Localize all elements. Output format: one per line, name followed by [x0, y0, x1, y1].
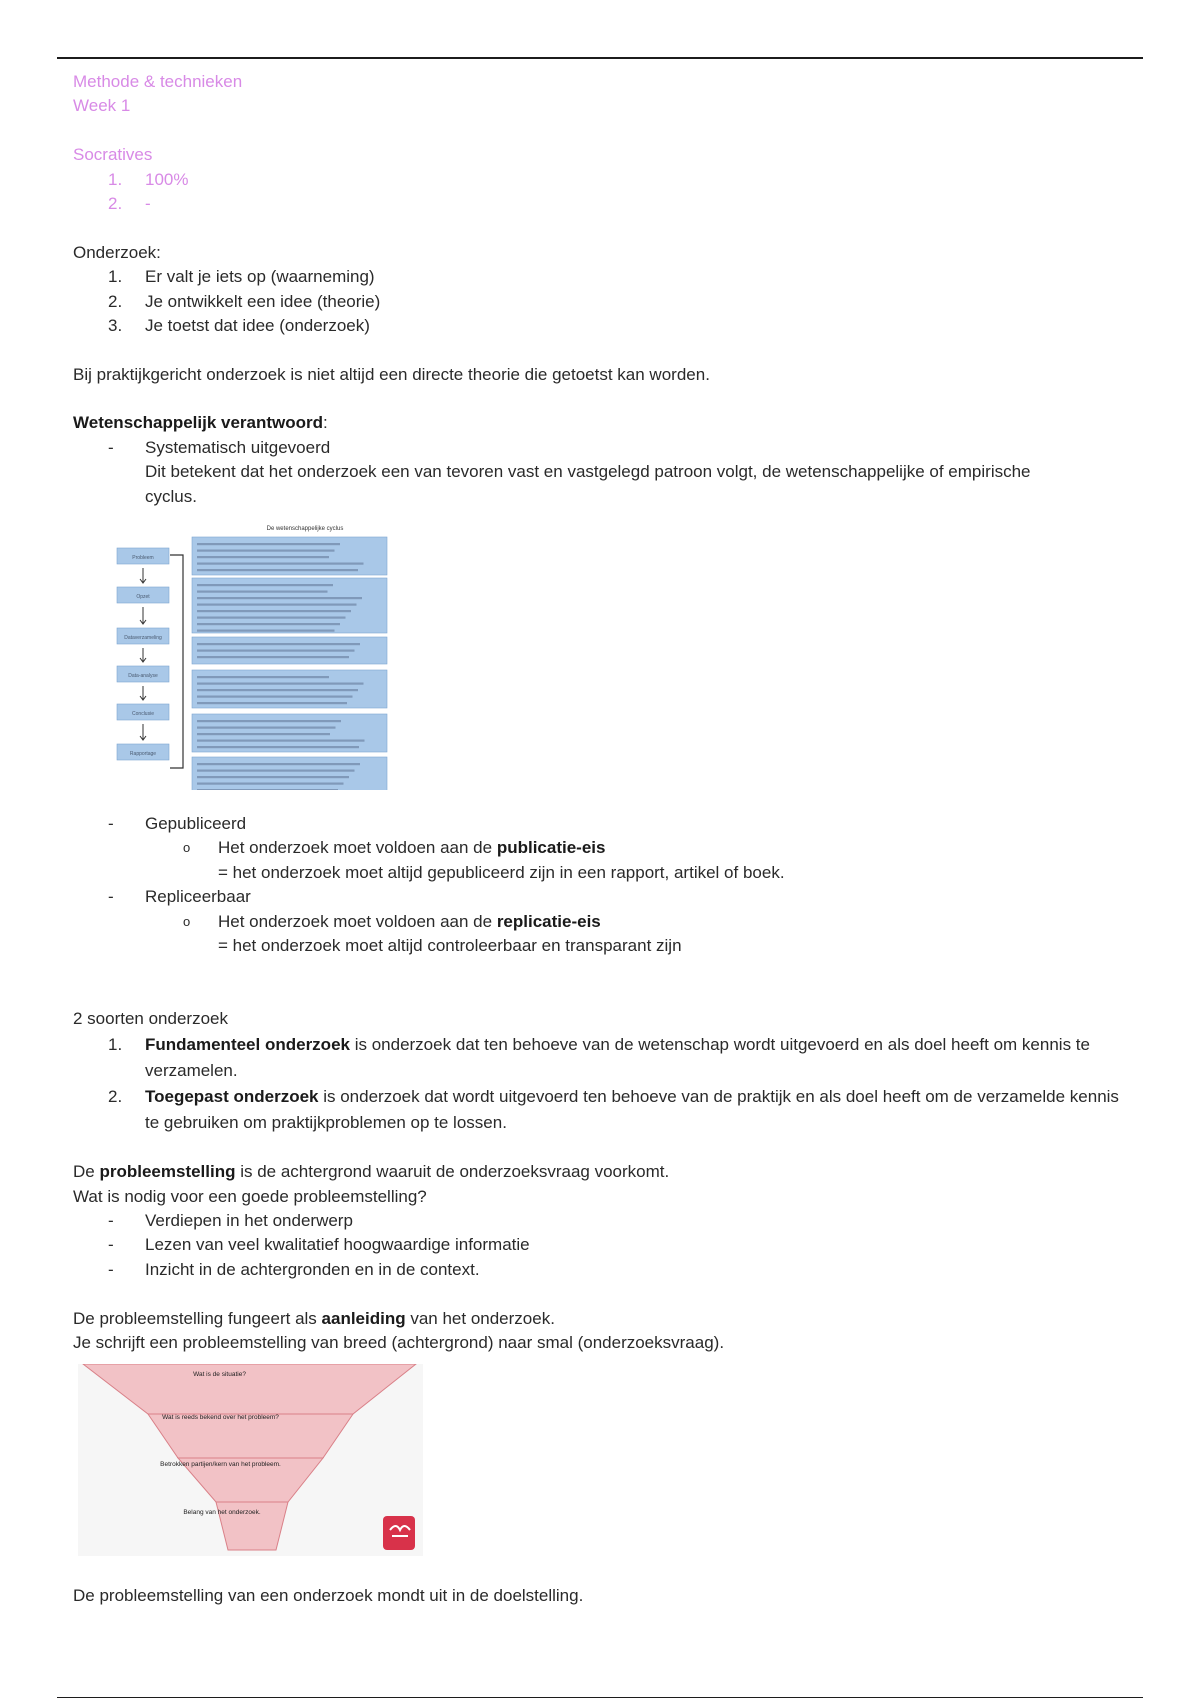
praktijk-note: Bij praktijkgericht onderzoek is niet altijd een directe theorie die getoetst kan worden. [73, 364, 710, 384]
publisher-logo [383, 1516, 415, 1550]
publicatie-description: = het onderzoek moet altijd gepubliceerd zijn in een rapport, artikel of boek. [218, 862, 785, 882]
cycle-bracket [170, 555, 183, 768]
breed-smal-line: Je schrijft een probleemstelling van breed (achtergrond) naar smal (onderzoeksvraag). [73, 1332, 725, 1352]
cycle-title: De wetenschappelijke cyclus [266, 526, 344, 532]
soorten-title: 2 soorten onderzoek [73, 1009, 228, 1029]
funnel-level-label: Betrokken partijen/kern van het probleem. [160, 1461, 281, 1468]
funnel-diagram [78, 1364, 423, 1556]
funnel-figure [78, 1364, 423, 1556]
cycle-step [117, 548, 169, 564]
funnel-level [160, 1458, 323, 1502]
cycle-description-box [192, 637, 387, 664]
cycle-description-box [192, 537, 387, 575]
list-item: 3. Je toetst dat idee (onderzoek) [108, 315, 370, 335]
cycle-description-box [192, 757, 387, 790]
cycle-arrow-icon [140, 607, 146, 624]
aanleiding-line: De probleemstelling fungeert als aanleiding van het onderzoek. [73, 1308, 555, 1328]
cycle-arrow-icon [140, 568, 146, 583]
replicatie-description: = het onderzoek moet altijd controleerbaar en transparant zijn [218, 935, 682, 955]
cycle-description-box [192, 714, 387, 752]
sub-list-item: o Het onderzoek moet voldoen aan de replicatie-eis [183, 911, 601, 931]
cycle-arrow-icon [140, 724, 146, 740]
cycle-description-box [192, 670, 387, 708]
cycle-step-label: Probleem [132, 555, 154, 561]
cycle-step-label: Opzet [136, 594, 150, 600]
course-title: Methode & technieken [73, 72, 243, 91]
list-item: 1. 100% [108, 169, 189, 189]
cycle-step [117, 704, 169, 720]
list-item: - Lezen van veel kwalitatief hoogwaardige informatie [108, 1235, 530, 1255]
list-item: 1. Fundamenteel onderzoek is onderzoek dat ten behoeve van de wetenschap wordt uitgevoerd en als doel heeft om kennis te verzamelen. [108, 1034, 1090, 1080]
week-label: Week 1 [73, 96, 131, 116]
sub-list-item: o Het onderzoek moet voldoen aan de publicatie-eis [183, 838, 606, 858]
list-item: - Repliceerbaar [108, 887, 251, 907]
funnel-level-label: Wat is de situatie? [193, 1371, 246, 1378]
list-item: - Gepubliceerd [108, 814, 247, 834]
funnel-level [183, 1502, 288, 1550]
cycle-description-box [192, 578, 387, 633]
cycle-arrow-icon [140, 648, 146, 662]
cycle-step-label: Dataverzameling [124, 635, 162, 641]
bottom-rule [57, 1697, 1143, 1698]
cycle-diagram [115, 522, 395, 790]
list-item: - Verdiepen in het onderwerp [108, 1210, 353, 1230]
funnel-level-label: Belang van het onderzoek. [183, 1509, 261, 1516]
list-item: 2. Toegepast onderzoek is onderzoek dat wordt uitgevoerd ten behoeve van de praktijk en als doel heeft om de verzamelde kennis te gebruiken om praktijkproblemen op te lossen. [108, 1086, 1119, 1132]
cycle-step [117, 744, 169, 760]
top-rule [57, 57, 1143, 59]
list-item: - Inzicht in de achtergronden en in de context. [108, 1259, 480, 1279]
cycle-arrow-icon [140, 686, 146, 700]
cycle-step-label: Conclusie [132, 711, 154, 717]
list-item: 2. - [108, 193, 151, 213]
cycle-step [117, 666, 169, 682]
list-item: 2. Je ontwikkelt een idee (theorie) [108, 291, 381, 311]
funnel-level [148, 1414, 353, 1458]
cycle-step-label: Rapportage [129, 751, 157, 757]
socratives-title: Socratives [73, 145, 153, 165]
onderzoek-title: Onderzoek: [73, 242, 161, 262]
probleemstelling-question: Wat is nodig voor een goede probleemstelling? [73, 1186, 427, 1206]
wetenschappelijk-heading: Wetenschappelijk verantwoord: [73, 413, 328, 433]
cycle-step [117, 587, 169, 603]
systematisch-description-cont: cyclus. [145, 486, 197, 506]
funnel-level-label: Wat is reeds bekend over het probleem? [162, 1414, 279, 1421]
systematisch-description: Dit betekent dat het onderzoek een van tevoren vast en vastgelegd patroon volgt, de wetenschappelijke of empirische [145, 462, 1031, 482]
cycle-step [117, 628, 169, 644]
probleemstelling-definition: De probleemstelling is de achtergrond waaruit de onderzoeksvraag voorkomt. [73, 1162, 670, 1182]
doelstelling-conclusion: De probleemstelling van een onderzoek mondt uit in de doelstelling. [73, 1586, 584, 1606]
cycle-step-label: Data-analyse [128, 673, 158, 679]
scientific-cycle-figure [115, 522, 395, 790]
list-item: 1. Er valt je iets op (waarneming) [108, 267, 375, 287]
funnel-level [83, 1364, 416, 1414]
list-item: - Systematisch uitgevoerd [108, 437, 331, 457]
